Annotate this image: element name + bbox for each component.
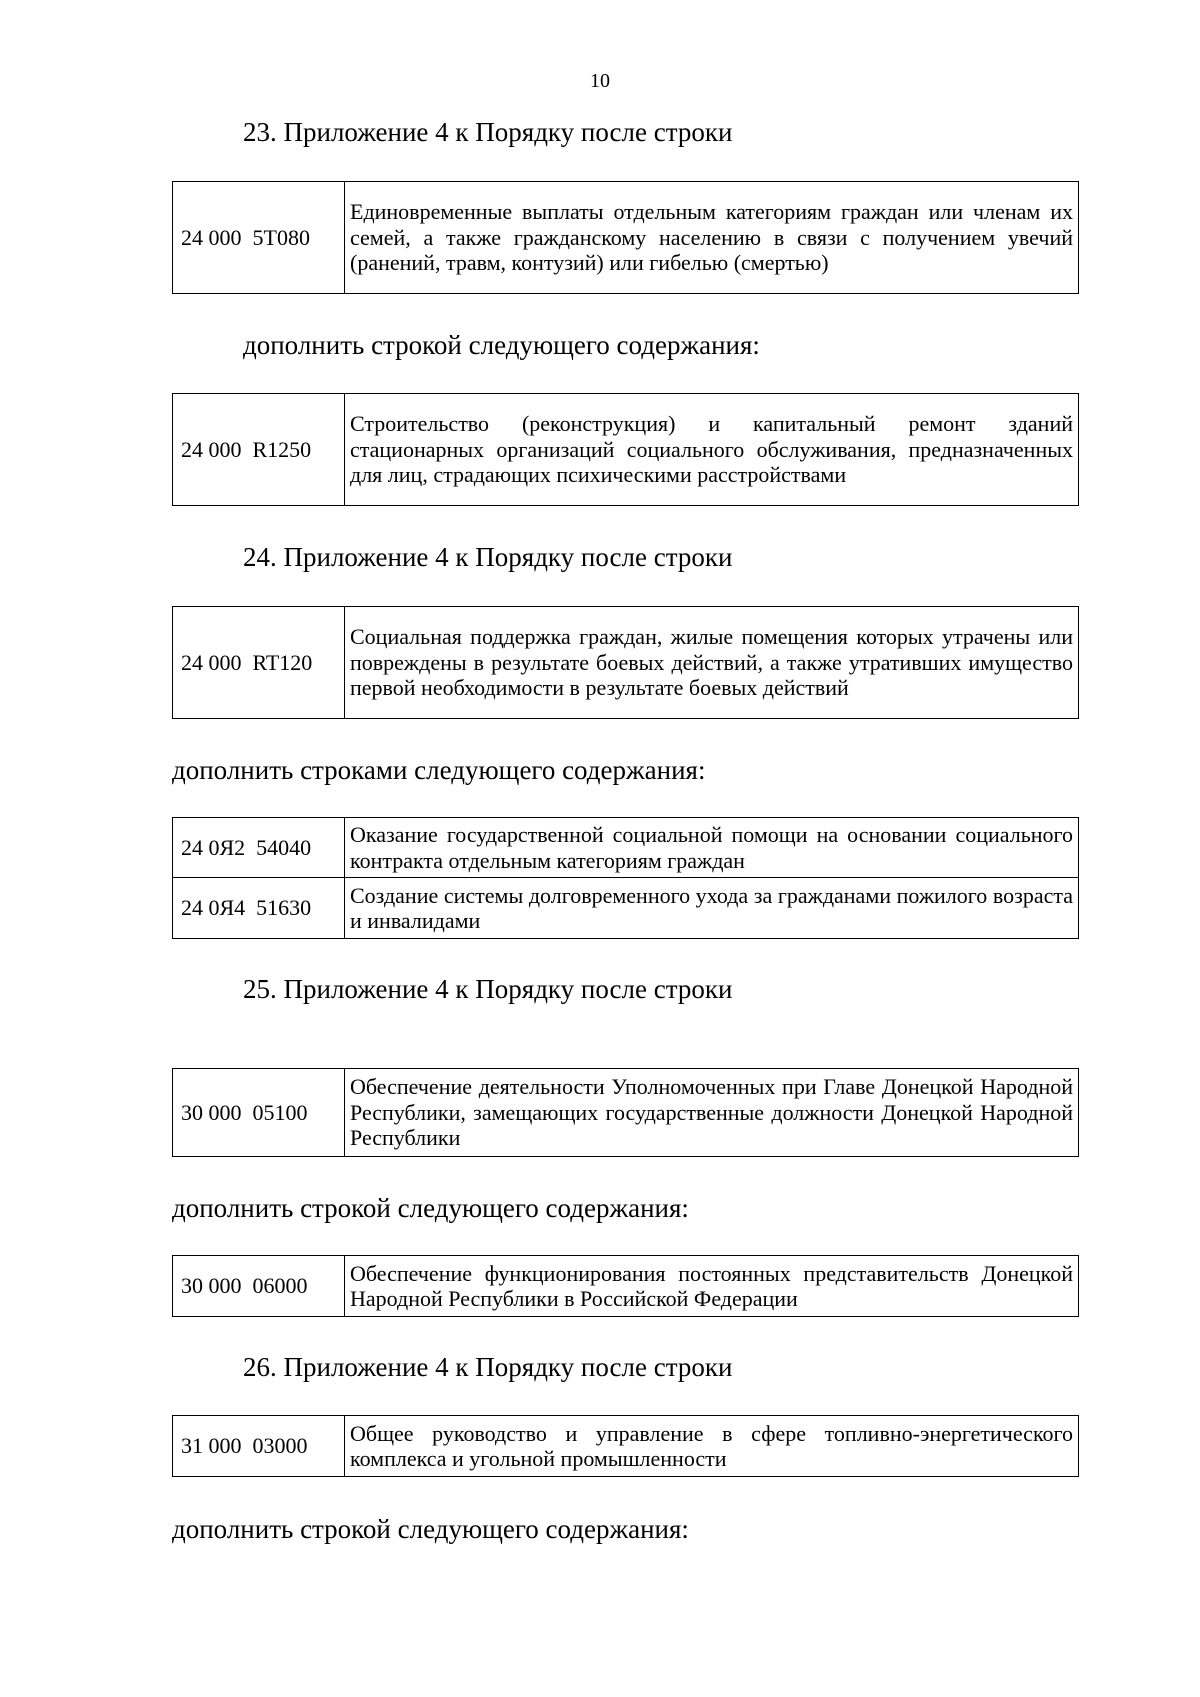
instruction-text: дополнить строками следующего содержания: bbox=[172, 755, 706, 785]
description-cell: Обеспечение деятельности Уполномоченных при Главе Донецкой Народной Республики, замещающих государственные должности Донецкой Народной Республики bbox=[345, 1069, 1079, 1157]
code-table bbox=[172, 393, 1079, 506]
code-table bbox=[172, 606, 1079, 719]
description-cell: Общее руководство и управление в сфере топливно-энергетического комплекса и угольной промышленности bbox=[345, 1416, 1079, 1477]
budget-code-cell: 31 000 03000 bbox=[173, 1416, 345, 1477]
section-heading: 24. Приложение 4 к Порядку после строки bbox=[243, 542, 733, 572]
description-cell: Обеспечение функционирования постоянных представительств Донецкой Народной Республики в Российской Федерации bbox=[345, 1256, 1079, 1317]
table-row bbox=[173, 878, 1079, 939]
budget-code-cell: 24 0Я2 54040 bbox=[173, 818, 345, 878]
table-row bbox=[173, 1416, 1079, 1477]
section-heading: 26. Приложение 4 к Порядку после строки bbox=[243, 1352, 733, 1382]
table-row bbox=[173, 1256, 1079, 1317]
table-row bbox=[173, 1069, 1079, 1157]
code-table bbox=[172, 181, 1079, 294]
budget-code-cell: 24 000 RT120 bbox=[173, 607, 345, 719]
instruction-text: дополнить строкой следующего содержания: bbox=[172, 1514, 689, 1544]
table-row bbox=[173, 607, 1079, 719]
description-cell: Социальная поддержка граждан, жилые помещения которых утрачены или повреждены в результате боевых действий, а также утративших имущество первой необходимости в результате боевых действий bbox=[345, 607, 1079, 719]
code-table bbox=[172, 1255, 1079, 1317]
table-row bbox=[173, 182, 1079, 294]
instruction-text: дополнить строкой следующего содержания: bbox=[243, 330, 760, 360]
code-table bbox=[172, 817, 1079, 939]
code-table bbox=[172, 1415, 1079, 1477]
budget-code-cell: 30 000 05100 bbox=[173, 1069, 345, 1157]
page-number: 10 bbox=[590, 70, 610, 92]
description-cell: Оказание государственной социальной помощи на основании социального контракта отдельным категориям граждан bbox=[345, 818, 1079, 878]
section-heading: 25. Приложение 4 к Порядку после строки bbox=[243, 974, 733, 1004]
instruction-text: дополнить строкой следующего содержания: bbox=[172, 1193, 689, 1223]
section-heading: 23. Приложение 4 к Порядку после строки bbox=[243, 117, 733, 147]
description-cell: Создание системы долговременного ухода за гражданами пожилого возраста и инвалидами bbox=[345, 878, 1079, 939]
budget-code-cell: 24 000 R1250 bbox=[173, 394, 345, 506]
code-table bbox=[172, 1068, 1079, 1157]
budget-code-cell: 24 000 5T080 bbox=[173, 182, 345, 294]
budget-code-cell: 30 000 06000 bbox=[173, 1256, 345, 1317]
description-cell: Строительство (реконструкция) и капитальный ремонт зданий стационарных организаций социального обслуживания, предназначенных для лиц, страдающих психическими расстройствами bbox=[345, 394, 1079, 506]
budget-code-cell: 24 0Я4 51630 bbox=[173, 878, 345, 939]
table-row bbox=[173, 818, 1079, 878]
table-row bbox=[173, 394, 1079, 506]
description-cell: Единовременные выплаты отдельным категориям граждан или членам их семей, а также гражданскому населению в связи с получением увечий (ранений, травм, контузий) или гибелью (смертью) bbox=[345, 182, 1079, 294]
